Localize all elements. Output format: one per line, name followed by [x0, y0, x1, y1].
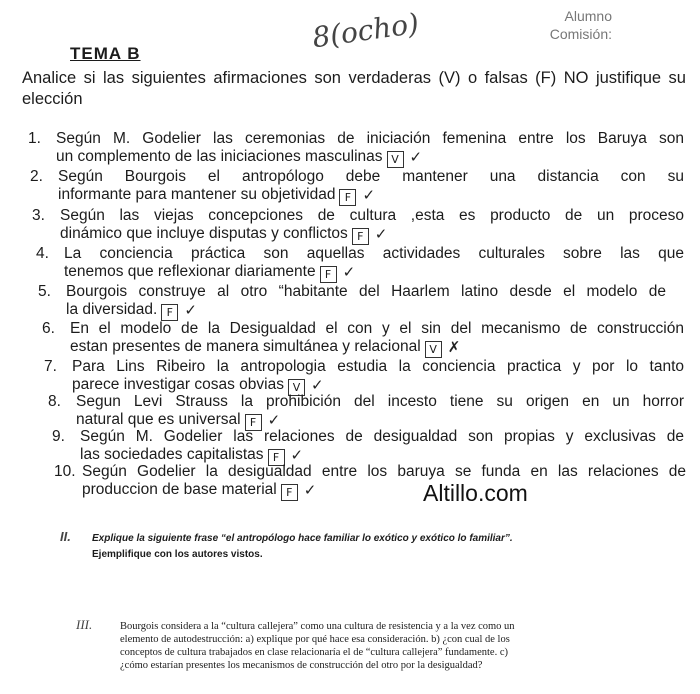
tf-item-line-2: produccion de base material — [82, 481, 277, 498]
question-3-line-2: elemento de autodestrucción: a) explique por qué hace esa consideración. b) ¿con cual de los — [120, 634, 510, 645]
question-3-line-1: Bourgois considera a la “cultura callejera” como una cultura de resistencia y a la vez como un — [120, 621, 515, 632]
answer-box[interactable]: V — [425, 341, 442, 358]
tf-item-line-2: tenemos que reflexionar diariamente — [64, 263, 316, 280]
tf-item — [38, 283, 666, 321]
question-3-line-4: ¿cómo estarían presentes los mecanismos de construcción del otro por la desigualdad? — [120, 660, 483, 671]
tf-item-line-2: un complemento de las iniciaciones masculinas — [56, 148, 383, 165]
tf-item-line-2: estan presentes de manera simultánea y relacional — [70, 338, 421, 355]
check-mark-icon: ✓ — [362, 187, 376, 204]
question-2-number: II. — [60, 529, 71, 544]
tf-item-line-1: En el modelo de la Desigualdad el con y el sin del mecanismo de construcción — [70, 320, 684, 337]
tf-item — [30, 168, 684, 206]
answer-box[interactable]: V — [387, 151, 404, 168]
tf-item-number: 8. — [48, 393, 61, 410]
tf-item-line-2: las sociedades capitalistas — [80, 446, 264, 463]
tf-item — [28, 130, 684, 168]
tf-item — [54, 463, 686, 501]
tf-item-number: 9. — [52, 428, 65, 445]
check-mark-icon: ✓ — [267, 412, 281, 429]
tf-item — [36, 245, 684, 283]
tf-item-number: 2. — [30, 168, 43, 185]
question-3 — [76, 617, 515, 672]
instructions: Analice si las siguientes afirmaciones son verdaderas (V) o falsas (F) NO justifique su elección — [22, 69, 686, 108]
commission-label: Comisión: — [549, 26, 612, 42]
exam-title: TEMA B — [70, 44, 141, 63]
answer-box[interactable]: F — [161, 304, 178, 321]
check-mark-icon: ✓ — [290, 447, 304, 464]
watermark: Altillo.com — [423, 480, 528, 506]
tf-item-line-1: Segun Levi Strauss la prohibición del incesto tiene su origen en un horror — [76, 393, 684, 410]
student-name-label: Alumno — [564, 8, 612, 24]
tf-item-line-1: Para Lins Ribeiro la antropologia estudia la conciencia practica y por lo tanto — [72, 358, 684, 375]
answer-box[interactable]: F — [352, 228, 369, 245]
cross-mark-icon: ✗ — [447, 339, 461, 356]
answer-box[interactable]: F — [281, 484, 298, 501]
tf-item — [42, 320, 684, 358]
question-3-line-3: conceptos de cultura trabajados en clase relacionaría el de “cultura callejera” fundamente. c) — [120, 647, 508, 658]
grade-handwritten: 8(ocho) — [310, 6, 421, 55]
tf-item-number: 5. — [38, 283, 51, 300]
question-3-number: III. — [76, 617, 93, 632]
question-2-line-2: Ejemplifique con los autores vistos. — [92, 549, 263, 560]
tf-item-number: 1. — [28, 130, 41, 147]
tf-item-line-1: Según Bourgois el antropólogo debe mantener una distancia con su — [58, 168, 684, 185]
tf-item-line-1: Según las viejas concepciones de cultura ,esta es producto de un proceso — [60, 207, 684, 224]
answer-box[interactable]: F — [245, 414, 262, 431]
tf-item — [32, 207, 684, 245]
answer-box[interactable]: V — [288, 379, 305, 396]
tf-item-line-2: informante para mantener su objetividad — [58, 186, 336, 203]
tf-item-line-1: Según M. Godelier las relaciones de desigualdad son propias y exclusivas de — [80, 428, 684, 445]
answer-box[interactable]: F — [268, 449, 285, 466]
tf-item-number: 3. — [32, 207, 45, 224]
check-mark-icon: ✓ — [374, 226, 388, 243]
tf-item-number: 10. — [54, 463, 76, 480]
question-2-line-1: Explique la siguiente frase “el antropólogo hace familiar lo exótico y exótico lo familiar”. — [92, 533, 513, 544]
answer-box[interactable]: F — [339, 189, 356, 206]
answer-box[interactable]: F — [320, 266, 337, 283]
tf-item-line-2: parece investigar cosas obvias — [72, 376, 284, 393]
tf-item — [52, 428, 684, 466]
check-mark-icon: ✓ — [409, 149, 423, 166]
tf-item-line-2: dinámico que incluye disputas y conflictos — [60, 225, 348, 242]
check-mark-icon: ✓ — [342, 264, 356, 281]
tf-item-line-1: Bourgois construye al otro “habitante del Haarlem latino desde el modelo de — [66, 283, 666, 300]
tf-item-line-2: la diversidad. — [66, 301, 158, 318]
check-mark-icon: ✓ — [184, 302, 197, 319]
tf-item-number: 4. — [36, 245, 49, 262]
tf-item-line-1: Según M. Godelier las ceremonias de iniciación femenina entre los Baruya son — [56, 130, 684, 147]
tf-item — [44, 358, 684, 396]
tf-item-line-2: natural que es universal — [76, 411, 241, 428]
tf-item — [48, 393, 684, 431]
tf-item-number: 7. — [44, 358, 57, 375]
question-2 — [60, 529, 513, 563]
check-mark-icon: ✓ — [310, 377, 324, 394]
tf-item-number: 6. — [42, 320, 55, 337]
check-mark-icon: ✓ — [303, 482, 317, 499]
tf-item-line-1: La conciencia práctica son aquellas actividades culturales sobre las que — [64, 245, 684, 262]
tf-item-line-1: Según Godelier la desigualdad entre los baruya se funda en las relaciones de — [82, 463, 686, 480]
